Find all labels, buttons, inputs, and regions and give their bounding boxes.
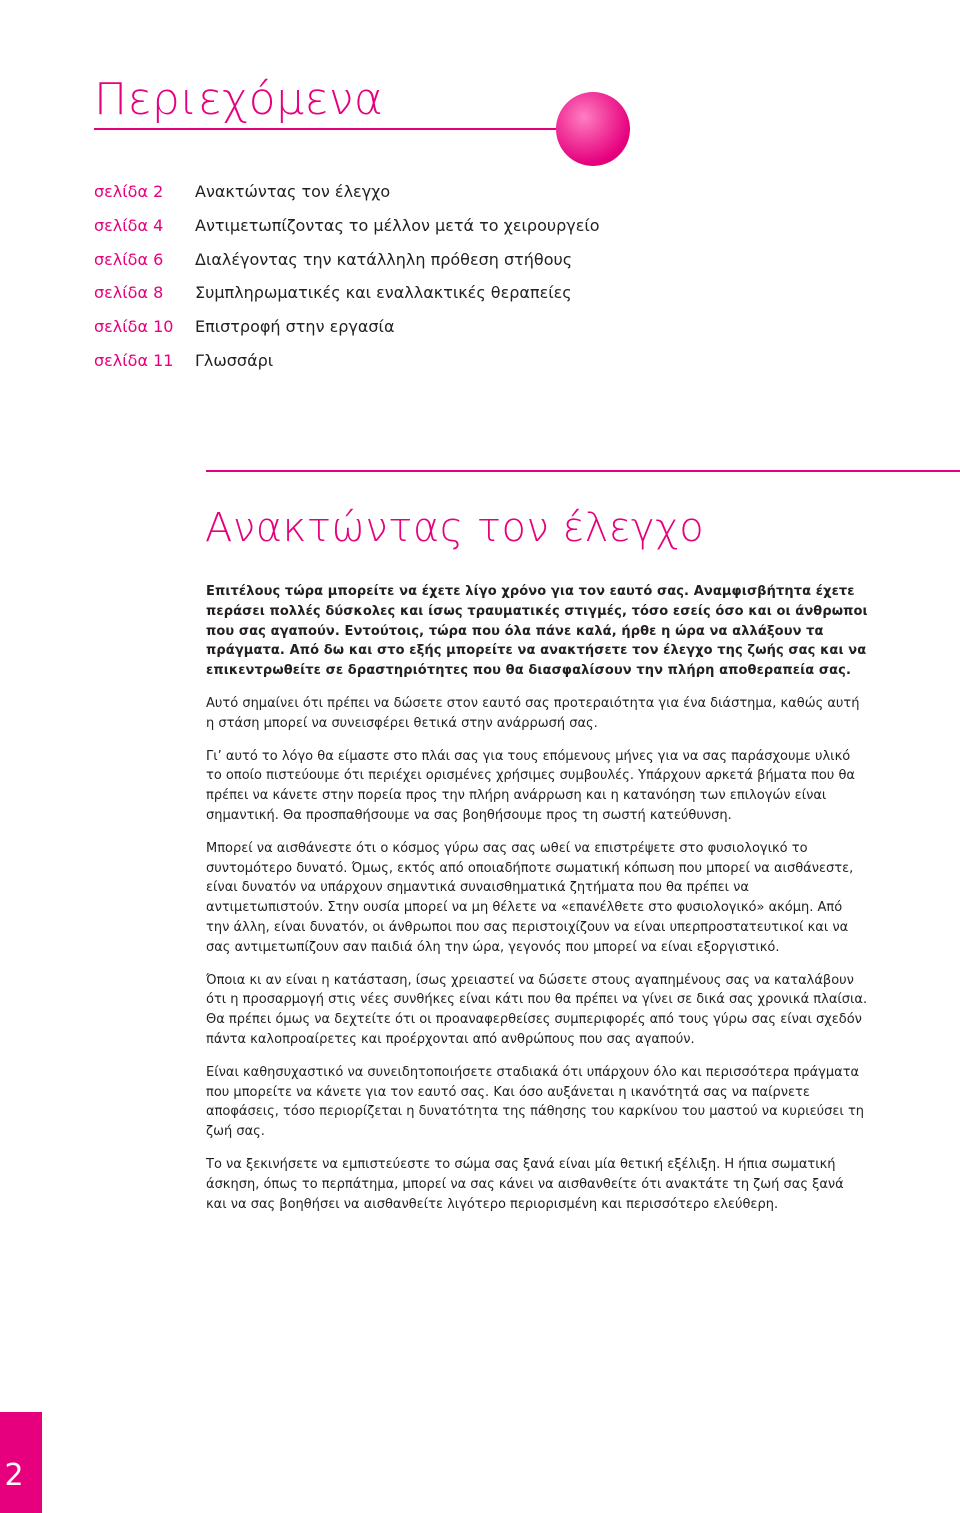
toc-item-label: Επιστροφή στην εργασία xyxy=(195,317,395,337)
toc-item[interactable] xyxy=(94,209,600,243)
lead-paragraph: Επιτέλους τώρα μπορείτε να έχετε λίγο χρόνο για τον εαυτό σας. Αναμφισβήτητα έχετε περάσει πολλές δύσκολες και ίσως τραυματικές στιγμές, τόσο εσείς όσο και οι άνθρωποι που σας αγαπούν. Εντούτοις, τώρα που όλα πάνε καλά, ήρθε η ώρα να αλλάξουν τα πράγματα. Από δω και στο εξής μπορείτε να ανακτήσετε τον έλεγχο της ζωής σας και να επικεντρωθείτε σε δραστηριότητες που θα διασφαλίσουν την πλήρη αποθεραπεία σας. xyxy=(206,584,868,679)
toc-item-label: Συμπληρωματικές και εναλλακτικές θεραπείες xyxy=(195,283,572,303)
toc-page-number: σελίδα 4 xyxy=(94,216,164,236)
toc-title: Περιεχόμενα xyxy=(94,74,384,125)
page-number: 2 xyxy=(4,1458,24,1493)
body-paragraph: Όποια κι αν είναι η κατάσταση, ίσως χρειαστεί να δώσετε στους αγαπημένους σας να καταλάβουν ότι η προσαρμογή στις νέες συνθήκες είναι κάτι που θα πρέπει να γίνει σε δικά σας χρονικά πλαίσια. Θα πρέπει όμως να δεχτείτε ότι οι προαναφερθείσες συμπεριφορές από τους γύρω σας είναι σχεδόν πάντα καλοπροαίρετες και προέρχονται από ανθρώπους που σας αγαπούν. xyxy=(206,972,868,1047)
toc-page-number: σελίδα 11 xyxy=(94,350,174,370)
toc-title-rule xyxy=(94,128,574,130)
toc-item[interactable] xyxy=(94,343,600,377)
toc-item-label: Γλωσσάρι xyxy=(195,350,274,370)
toc-list xyxy=(94,175,600,377)
toc-item-label: Αντιμετωπίζοντας το μέλλον μετά το χειρουργείο xyxy=(195,216,600,236)
toc-page-number: σελίδα 8 xyxy=(94,283,164,303)
toc-item[interactable] xyxy=(94,276,600,310)
decorative-circle xyxy=(556,92,630,166)
toc-item-label: Διαλέγοντας την κατάλληλη πρόθεση στήθους xyxy=(195,249,573,269)
body-paragraph: Αυτό σημαίνει ότι πρέπει να δώσετε στον εαυτό σας προτεραιότητα για ένα διάστημα, καθώς αυτή η στάση μπορεί να συνεισφέρει θετικά στην ανάρρωσή σας. xyxy=(206,695,860,731)
body-paragraph: Είναι καθησυχαστικό να συνειδητοποιήσετε σταδιακά ότι υπάρχουν όλο και περισσότερα πράγματα που μπορείτε να κάνετε για τον εαυτό σας. Και όσο αυξάνεται η ικανότητά σας να παίρνετε αποφάσεις, τόσο περιορίζεται η δυνατότητα της πάθησης του καρκίνου του μαστού να κυριεύσει τη ζωή σας. xyxy=(206,1064,865,1140)
toc-page-number: σελίδα 6 xyxy=(94,249,164,269)
section-body xyxy=(206,582,868,1227)
section-title: Ανακτώντας τον έλεγχο xyxy=(205,505,705,551)
body-paragraph: Μπορεί να αισθάνεστε ότι ο κόσμος γύρω σας σας ωθεί να επιστρέψετε στο φυσιολογικό το συντομότερο δυνατό. Όμως, εκτός από οποιαδήποτε σωματική κόπωση που μπορεί να αισθάνεστε, είναι δυνατόν να υπάρχουν σημαντικά συναισθηματικά ζητήματα που θα πρέπει να αντιμετωπιστούν. Στην ουσία μπορεί να μη θέλετε να «επανέλθετε στο φυσιολογικό» ακόμη. Από την άλλη, είναι δυνατόν, οι άνθρωποι που σας περιστοιχίζουν να είναι υπερπροστατευτικοί και να σας αντιμετωπίζουν σαν παιδιά όλη την ώρα, γεγονός που μπορεί να είναι εξοργιστικό. xyxy=(206,840,854,955)
toc-item-label: Ανακτώντας τον έλεγχο xyxy=(195,182,391,202)
toc-item[interactable] xyxy=(94,175,600,209)
toc-item[interactable] xyxy=(94,310,600,344)
toc-page-number: σελίδα 2 xyxy=(94,182,164,202)
section-rule xyxy=(206,470,960,472)
toc-item[interactable] xyxy=(94,242,600,276)
toc-page-number: σελίδα 10 xyxy=(94,317,174,337)
body-paragraph: Το να ξεκινήσετε να εμπιστεύεστε το σώμα σας ξανά είναι μία θετική εξέλιξη. Η ήπια σωματική άσκηση, όπως το περπάτημα, μπορεί να σας κάνει να αισθανθείτε ότι ανακτάτε τη ζωή σας ξανά και να σας βοηθήσει να αισθανθείτε λιγότερο περιορισμένη και περισσότερο ελεύθερη. xyxy=(206,1156,844,1212)
body-paragraph: Γι’ αυτό το λόγο θα είμαστε στο πλάι σας για τους επόμενους μήνες για να σας παράσχουμε υλικό το οποίο πιστεύουμε ότι περιέχει ορισμένες χρήσιμες συμβουλές. Υπάρχουν αρκετά βήματα που θα πρέπει να κάνετε στην πορεία προς την πλήρη ανάρρωση και η κατανόηση των επιλογών είναι σημαντική. Θα προσπαθήσουμε να σας βοηθήσουμε προς τη σωστή κατεύθυνση. xyxy=(206,748,855,823)
page-number-tab xyxy=(0,1412,42,1513)
